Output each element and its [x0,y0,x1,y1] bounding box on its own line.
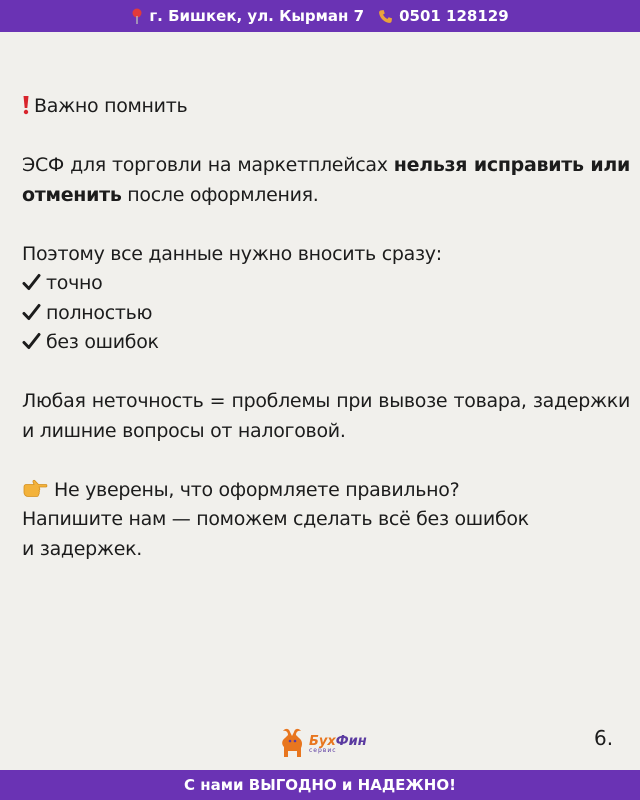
exclamation-icon [22,95,30,115]
company-logo [277,724,369,764]
checklist-item [22,299,630,329]
address-text: г. Бишкек, ул. Кырман 7 [149,7,365,25]
warning-text-bold: нельзя исправить или отменить [22,154,630,206]
checklist-item-text: полностью [46,301,153,324]
consequence-paragraph: Любая неточность = проблемы при вывозе товара, задержки и лишние вопросы от налоговой. [22,390,630,442]
checkmark-icon [22,332,41,351]
slogan-text: С нами ВЫГОДНО и НАДЕЖНО! [184,776,456,794]
logo-subtitle: сервис [309,746,337,754]
main-text [22,92,630,564]
checklist-item [22,328,630,358]
page-number: 6. [594,726,614,750]
warning-text-end: после оформления. [121,183,319,206]
phone-icon[interactable] [378,9,393,24]
checklist-item-text: точно [46,272,103,294]
checklist-item-text: без ошибок [46,331,159,353]
logo-wordmark: БухФин [309,733,367,749]
cta-line: Напишите нам — поможем сделать всё без ошибок [22,508,529,530]
checklist-item [22,269,630,299]
logo-text [309,735,367,754]
section-title-text: Важно помнить [34,95,188,117]
phone-number[interactable]: 0501 128129 [399,7,509,25]
cta-line: и задержек. [22,537,143,560]
map-pin-icon [131,8,143,24]
warning-paragraph [22,151,630,210]
checklist-intro: Поэтому все данные нужно вносить сразу: [22,242,442,265]
bottom-slogan-bar [0,770,640,800]
checkmark-icon [22,273,41,292]
cta-question [22,476,630,506]
goat-logo-icon [277,727,307,761]
section-title [22,92,630,122]
top-contact-bar [0,0,640,32]
checkmark-icon [22,303,41,322]
cta-question-text: Не уверены, что оформляете правильно? [54,478,460,501]
pointing-hand-icon [22,479,48,499]
warning-text-start: ЭСФ для торговли на маркетплейсах [22,154,394,176]
